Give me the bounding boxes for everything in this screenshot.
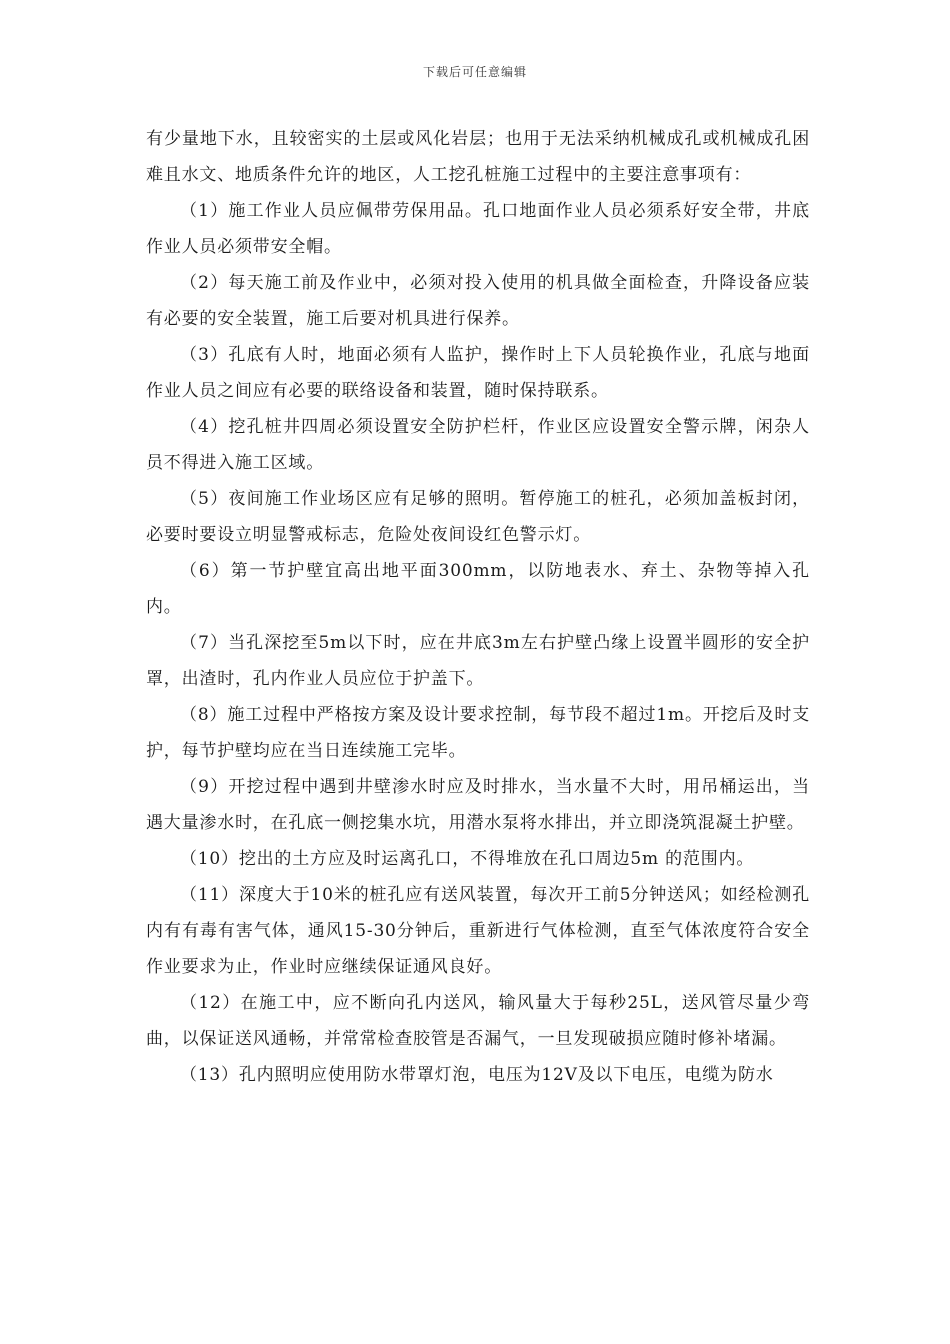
paragraph-item-8: （8）施工过程中严格按方案及设计要求控制，每节段不超过1m。开挖后及时支护，每节护壁均应在当日连续施工完毕。 bbox=[146, 705, 810, 761]
document-body bbox=[146, 121, 810, 1093]
page-header: 下载后可任意编辑 bbox=[422, 65, 527, 79]
paragraph-item-12: （12）在施工中，应不断向孔内送风，输风量大于每秒25L，送风管尽量少弯曲，以保证送风通畅，并常常检查胶管是否漏气，一旦发现破损应随时修补堵漏。 bbox=[146, 993, 810, 1049]
paragraph-item-10: （10）挖出的土方应及时运离孔口，不得堆放在孔口周边5m 的范围内。 bbox=[180, 849, 755, 869]
paragraph-item-5: （5）夜间施工作业场区应有足够的照明。暂停施工的桩孔，必须加盖板封闭，必要时要设立明显警戒标志，危险处夜间设红色警示灯。 bbox=[146, 489, 810, 545]
paragraph-item-2: （2）每天施工前及作业中，必须对投入使用的机具做全面检查，升降设备应装有必要的安全装置，施工后要对机具进行保养。 bbox=[146, 273, 810, 329]
paragraph-item-6: （6）第一节护壁宜高出地平面300mm，以防地表水、弃土、杂物等掉入孔内。 bbox=[146, 561, 810, 617]
paragraph-intro-continued: 有少量地下水，且较密实的土层或风化岩层；也用于无法采纳机械成孔或机械成孔困难且水文、地质条件允许的地区，人工挖孔桩施工过程中的主要注意事项有： bbox=[146, 129, 810, 185]
paragraph-item-11: （11）深度大于10米的桩孔应有送风装置，每次开工前5分钟送风；如经检测孔内有有毒有害气体，通风15-30分钟后，重新进行气体检测，直至气体浓度符合安全作业要求为止，作业时应继续保证通风良好。 bbox=[146, 885, 810, 977]
paragraph-item-13: （13）孔内照明应使用防水带罩灯泡，电压为12V及以下电压，电缆为防水 bbox=[180, 1065, 774, 1085]
paragraph-item-9: （9）开挖过程中遇到井壁渗水时应及时排水，当水量不大时，用吊桶运出，当遇大量渗水时，在孔底一侧挖集水坑，用潜水泵将水排出，并立即浇筑混凝土护壁。 bbox=[146, 777, 810, 833]
paragraph-item-7: （7）当孔深挖至5m以下时，应在井底3m左右护壁凸缘上设置半圆形的安全护罩，出渣时，孔内作业人员应位于护盖下。 bbox=[146, 633, 810, 689]
paragraph-item-3: （3）孔底有人时，地面必须有人监护，操作时上下人员轮换作业，孔底与地面作业人员之间应有必要的联络设备和装置，随时保持联系。 bbox=[146, 345, 810, 401]
paragraph-item-4: （4）挖孔桩井四周必须设置安全防护栏杆，作业区应设置安全警示牌，闲杂人员不得进入施工区域。 bbox=[146, 417, 810, 473]
paragraph-item-1: （1）施工作业人员应佩带劳保用品。孔口地面作业人员必须系好安全带，井底作业人员必须带安全帽。 bbox=[146, 201, 810, 257]
